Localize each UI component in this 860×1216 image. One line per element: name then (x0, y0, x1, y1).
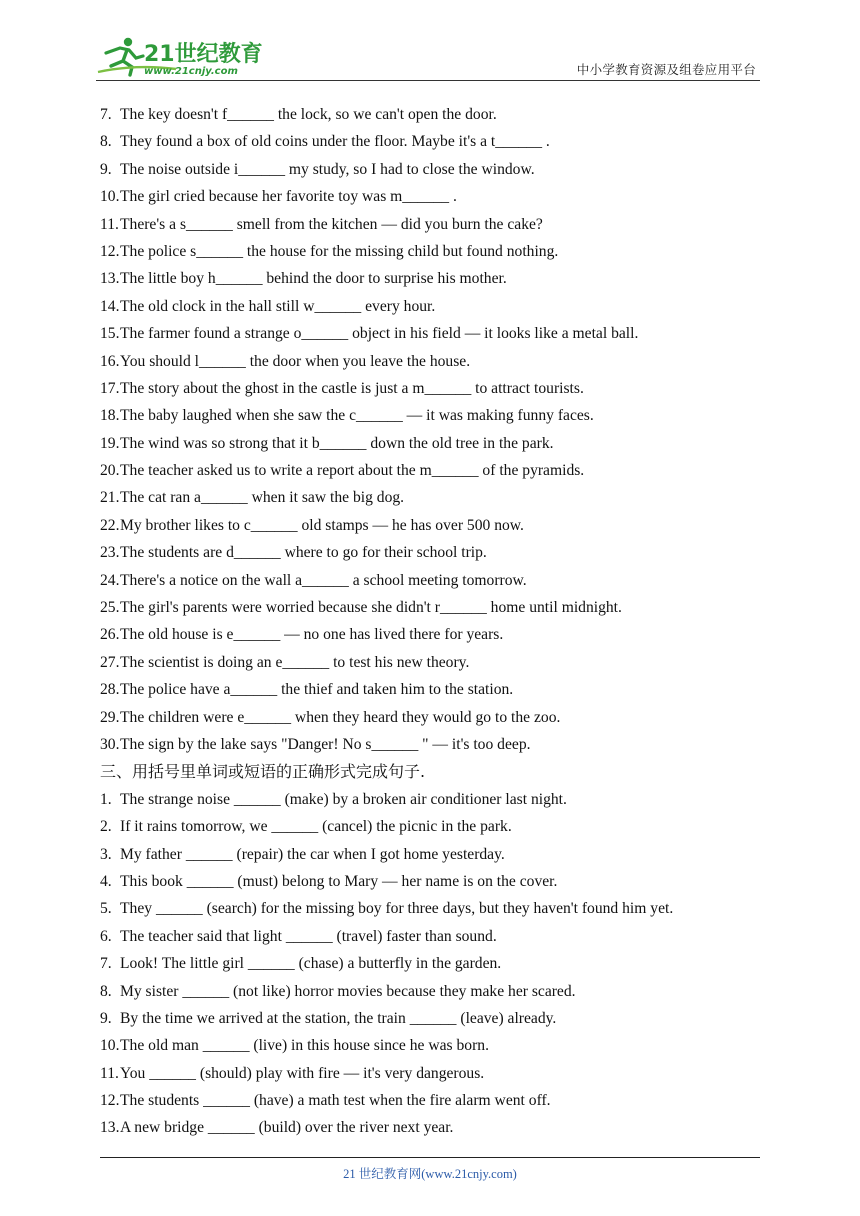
question-text: The old man ______ (live) in this house since he was born. (120, 1037, 489, 1055)
question-number: 11. (100, 215, 119, 233)
question-number: 12. (100, 242, 120, 260)
question-number: 14. (100, 297, 120, 315)
question-text: The story about the ghost in the castle is just a m______ to attract tourists. (120, 379, 584, 397)
question-text: The police have a______ the thief and taken him to the station. (120, 681, 514, 699)
question-number: 17. (100, 379, 120, 397)
question-number: 21. (100, 489, 120, 507)
question-item (100, 539, 760, 566)
question-item (100, 950, 760, 977)
question-number: 6. (100, 927, 112, 945)
document-body (100, 101, 760, 1142)
question-text: The police s______ the house for the missing child but found nothing. (120, 242, 559, 260)
question-text: The little boy h______ behind the door to surprise his mother. (120, 270, 507, 288)
question-item (100, 704, 760, 731)
question-text: My father ______ (repair) the car when I got home yesterday. (120, 845, 505, 863)
question-number: 18. (100, 407, 120, 425)
question-item (100, 841, 760, 868)
question-item (100, 101, 760, 128)
question-item (100, 1087, 760, 1114)
page-header (96, 36, 760, 82)
question-text: The girl cried because her favorite toy was m______ . (120, 188, 457, 206)
question-text: The old clock in the hall still w______ every hour. (120, 297, 436, 315)
question-number: 2. (100, 818, 112, 836)
question-number: 22. (100, 516, 120, 534)
question-item (100, 649, 760, 676)
question-number: 29. (100, 708, 120, 726)
question-number: 9. (100, 160, 112, 178)
question-item (100, 156, 760, 183)
question-item (100, 430, 760, 457)
question-item (100, 567, 760, 594)
question-text: The cat ran a______ when it saw the big dog. (120, 489, 405, 507)
question-number: 7. (100, 955, 112, 973)
question-item (100, 484, 760, 511)
question-number: 23. (100, 544, 120, 562)
question-item (100, 1114, 760, 1141)
question-item (100, 1060, 760, 1087)
site-logo (96, 36, 266, 78)
question-number: 8. (100, 133, 112, 151)
question-number: 20. (100, 462, 120, 480)
question-item (100, 402, 760, 429)
question-item (100, 211, 760, 238)
verb-form-list (100, 786, 760, 1142)
question-number: 28. (100, 681, 120, 699)
question-text: The old house is e______ — no one has lived there for years. (120, 626, 504, 644)
question-item (100, 1005, 760, 1032)
question-number: 15. (100, 325, 120, 343)
question-item (100, 128, 760, 155)
question-text: This book ______ (must) belong to Mary — her name is on the cover. (120, 872, 558, 890)
question-number: 5. (100, 900, 112, 918)
question-text: A new bridge ______ (build) over the river next year. (120, 1119, 454, 1137)
question-text: The students ______ (have) a math test when the fire alarm went off. (120, 1092, 551, 1110)
question-text: You should l______ the door when you leave the house. (120, 352, 471, 370)
question-item (100, 348, 760, 375)
question-text: If it rains tomorrow, we ______ (cancel) the picnic in the park. (120, 818, 512, 836)
question-item (100, 676, 760, 703)
header-divider (96, 80, 760, 81)
question-number: 25. (100, 599, 120, 617)
question-text: There's a s______ smell from the kitchen — did you burn the cake? (120, 215, 543, 233)
question-text: They found a box of old coins under the floor. Maybe it's a t______ . (120, 133, 550, 151)
question-text: The noise outside i______ my study, so I had to close the window. (120, 160, 535, 178)
question-item (100, 731, 760, 758)
question-number: 12. (100, 1092, 120, 1110)
question-number: 27. (100, 653, 120, 671)
question-item (100, 594, 760, 621)
question-item (100, 813, 760, 840)
question-text: The teacher asked us to write a report about the m______ of the pyramids. (120, 462, 585, 480)
question-text: The strange noise ______ (make) by a broken air conditioner last night. (120, 790, 567, 808)
question-item (100, 1032, 760, 1059)
question-text: The baby laughed when she saw the c______ — it was making funny faces. (120, 407, 594, 425)
question-item (100, 265, 760, 292)
question-number: 11. (100, 1064, 119, 1082)
fill-in-list (100, 101, 760, 758)
question-item (100, 183, 760, 210)
question-text: They ______ (search) for the missing boy for three days, but they haven't found him yet. (120, 900, 674, 918)
question-number: 24. (100, 571, 120, 589)
question-item (100, 923, 760, 950)
question-number: 4. (100, 872, 112, 890)
question-text: The teacher said that light ______ (travel) faster than sound. (120, 927, 497, 945)
question-text: The scientist is doing an e______ to test his new theory. (120, 653, 470, 671)
question-text: The key doesn't f______ the lock, so we can't open the door. (120, 106, 497, 123)
question-text: Look! The little girl ______ (chase) a butterfly in the garden. (120, 955, 502, 973)
page-footer: 21 世纪教育网(www.21cnjy.com) (343, 1167, 517, 1181)
question-item (100, 895, 760, 922)
question-text: By the time we arrived at the station, the train ______ (leave) already. (120, 1009, 557, 1027)
question-item (100, 320, 760, 347)
question-number: 13. (100, 270, 120, 288)
section-3-title: 三、用括号里单词或短语的正确形式完成句子. (100, 762, 426, 782)
question-number: 3. (100, 845, 112, 863)
question-item (100, 238, 760, 265)
question-number: 19. (100, 434, 120, 452)
svg-text:www.21cnjy.com: www.21cnjy.com (144, 66, 238, 77)
question-text: The girl's parents were worried because she didn't r______ home until midnight. (120, 599, 622, 617)
question-text: There's a notice on the wall a______ a school meeting tomorrow. (120, 571, 527, 589)
question-number: 7. (100, 106, 112, 123)
question-item (100, 375, 760, 402)
question-item (100, 621, 760, 648)
question-item (100, 457, 760, 484)
question-text: The wind was so strong that it b______ down the old tree in the park. (120, 434, 554, 452)
question-text: My sister ______ (not like) horror movies because they make her scared. (120, 982, 576, 1000)
question-number: 1. (100, 790, 112, 808)
question-item (100, 978, 760, 1005)
footer-divider (100, 1157, 760, 1158)
question-text: The sign by the lake says "Danger! No s______ " — it's too deep. (120, 735, 531, 753)
question-text: The children were e______ when they heard they would go to the zoo. (120, 708, 561, 726)
question-text: My brother likes to c______ old stamps — he has over 500 now. (120, 516, 524, 534)
question-number: 10. (100, 188, 120, 206)
question-item (100, 868, 760, 895)
platform-name: 中小学教育资源及组卷应用平台 (576, 62, 756, 77)
svg-text:21世纪教育: 21世纪教育 (144, 42, 263, 67)
question-number: 13. (100, 1119, 120, 1137)
question-number: 9. (100, 1009, 112, 1027)
question-number: 26. (100, 626, 120, 644)
question-item (100, 512, 760, 539)
question-text: You ______ (should) play with fire — it's very dangerous. (120, 1064, 485, 1082)
question-number: 30. (100, 735, 120, 753)
question-number: 16. (100, 352, 120, 370)
question-text: The farmer found a strange o______ object in his field — it looks like a metal ball. (120, 325, 639, 343)
question-item (100, 786, 760, 813)
question-number: 8. (100, 982, 112, 1000)
question-number: 10. (100, 1037, 120, 1055)
question-text: The students are d______ where to go for their school trip. (120, 544, 487, 562)
question-item (100, 293, 760, 320)
